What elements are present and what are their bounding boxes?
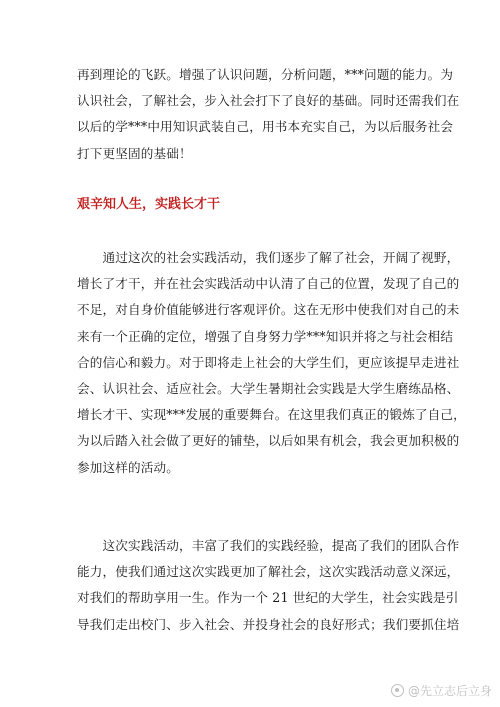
text-line: 增长了才干，并在社会实践活动中认清了自己的位置，发现了自己的 (77, 276, 460, 292)
watermark (391, 682, 492, 699)
paragraph-3 (77, 533, 460, 638)
text-line: 这次实践活动，丰富了我们的实践经验，提高了我们的团队合作 (77, 538, 460, 553)
text-line: 合的信心和毅力。对于即将走上社会的大学生们，更应该提早走进社 (77, 354, 460, 370)
text-line: 再到理论的飞跃。增强了认识问题，分析问题，***问题的能力。为 (77, 67, 454, 82)
text-line: 不足，对自身价值能够进行客观评价。这在无形中使我们对自己的未 (77, 302, 460, 318)
text-line: 增长才干、实现***发展的重要舞台。在这里我们真正的锻炼了自己， (77, 407, 466, 423)
text-line: 能力，使我们通过这次实践更加了解社会，这次实践活动意义深远， (77, 564, 460, 580)
section-heading: 艰辛知人生，实践长才干 (77, 197, 221, 212)
watermark-text: @先立志后立身 (407, 684, 492, 698)
text-line: 参加这样的活动。 (77, 459, 179, 475)
text-line: 会、认识社会、适应社会。大学生暑期社会实践是大学生磨练品格、 (77, 381, 460, 397)
text-line: 导我们走出校门、步入社会、并投身社会的良好形式；我们要抓住培 (77, 616, 460, 632)
text-line: 以后的学***中用知识武装自己，用书本充实自己，为以后服务社会 (77, 119, 454, 135)
camera-logo-icon (391, 684, 404, 697)
paragraph-2 (77, 245, 466, 481)
paragraph-1 (77, 62, 460, 167)
text-line: 为以后踏入社会做了更好的铺垫，以后如果有机会，我会更加积极的 (77, 433, 460, 449)
text-line: 认识社会，了解社会，步入社会打下了良好的基础。同时还需我们在 (77, 93, 460, 109)
text-line: 对我们的帮助享用一生。作为一个 21 世纪的大学生，社会实践是引 (77, 590, 459, 606)
text-line: 来有一个正确的定位，增强了自身努力学***知识并将之与社会相结 (77, 328, 454, 344)
text-line: 打下更坚固的基础！ (77, 145, 192, 161)
text-line: 通过这次的社会实践活动，我们逐步了解了社会，开阔了视野， (77, 250, 460, 265)
